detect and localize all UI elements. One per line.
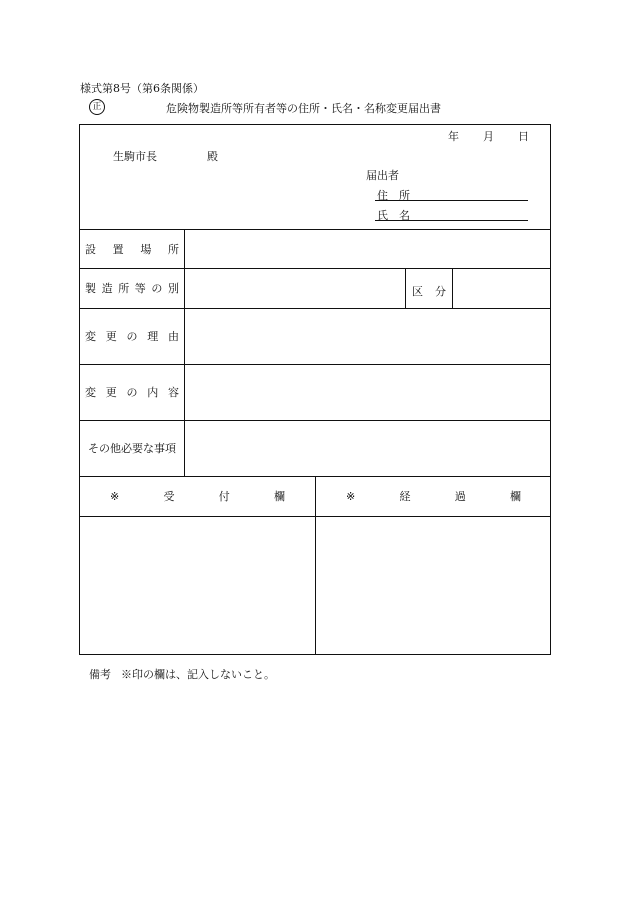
facility-type-label: 製 造 所 等 の 別 bbox=[85, 282, 179, 295]
document-title: 危険物製造所等所有者等の住所・氏名・名称変更届出書 bbox=[166, 102, 441, 115]
honorific: 殿 bbox=[207, 150, 218, 163]
date-day-label: 日 bbox=[518, 130, 529, 143]
reason-field[interactable] bbox=[185, 309, 550, 364]
location-label: 設 置 場 所 bbox=[85, 242, 179, 256]
progress-header: ※ 経 過 欄 bbox=[346, 489, 521, 503]
seal-circle-mark: 正 bbox=[89, 99, 105, 115]
reception-header: ※ 受 付 欄 bbox=[110, 489, 285, 503]
category-label: 区 分 bbox=[412, 285, 446, 298]
category-field[interactable] bbox=[453, 269, 550, 308]
address-field[interactable] bbox=[375, 200, 528, 201]
location-field[interactable] bbox=[185, 230, 550, 268]
addressee: 生駒市長 bbox=[113, 150, 157, 163]
name-field[interactable] bbox=[375, 220, 528, 221]
reception-field bbox=[80, 517, 314, 654]
filer-label: 届出者 bbox=[366, 169, 399, 182]
other-label: その他必要な事項 bbox=[88, 442, 176, 455]
divider bbox=[405, 268, 406, 308]
name-label: 氏 名 bbox=[377, 209, 410, 222]
form-number: 様式第8号（第6条関係） bbox=[80, 82, 204, 95]
reason-label: 変 更 の 理 由 bbox=[85, 330, 179, 343]
date-month-label: 月 bbox=[483, 130, 494, 143]
date-year-label: 年 bbox=[448, 130, 459, 143]
other-field[interactable] bbox=[185, 421, 550, 476]
remarks: 備考 ※印の欄は、記入しないこと。 bbox=[89, 668, 275, 681]
content-field[interactable] bbox=[185, 365, 550, 420]
facility-type-field[interactable] bbox=[185, 269, 404, 308]
content-label: 変 更 の 内 容 bbox=[85, 386, 179, 399]
address-label: 住 所 bbox=[377, 189, 410, 202]
progress-field bbox=[316, 517, 550, 654]
